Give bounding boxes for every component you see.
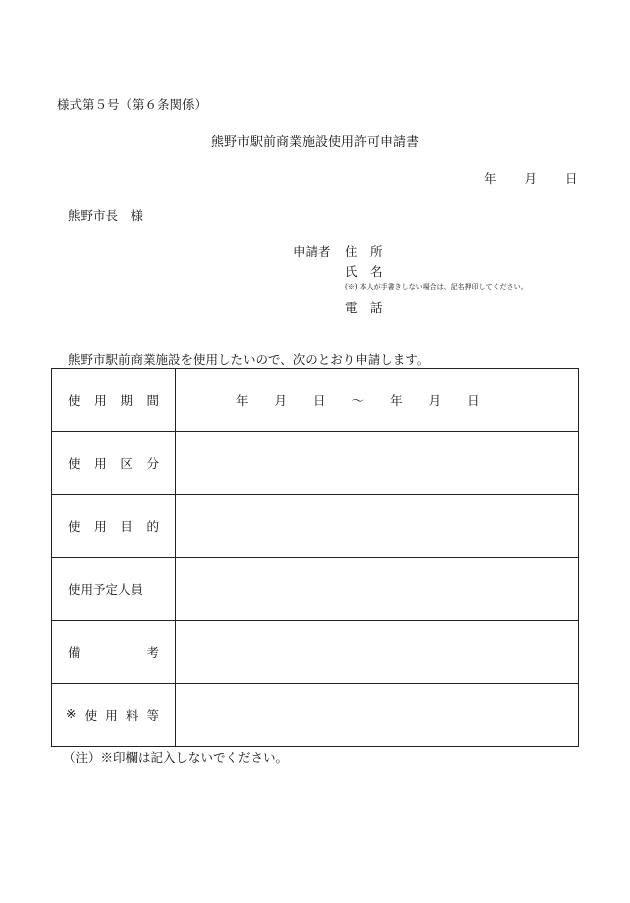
usage-purpose-value[interactable]	[176, 495, 579, 558]
usage-category-value[interactable]	[176, 432, 579, 495]
remarks-value[interactable]	[176, 621, 579, 684]
date-month-label: 月	[524, 171, 538, 186]
signature-note: (※) 本人が手書きしない場合は、記名押印してください。	[345, 283, 528, 291]
address-label: 住 所	[345, 244, 383, 259]
date-line	[484, 169, 578, 187]
period-start-month: 月	[274, 393, 288, 408]
period-end-year: 年	[390, 393, 403, 408]
table-row	[52, 432, 579, 495]
date-day-label: 日	[565, 171, 578, 186]
period-start-year: 年	[236, 393, 249, 408]
table-row	[52, 558, 579, 621]
period-end-day: 日	[467, 393, 480, 408]
table-row	[52, 495, 579, 558]
row-label-expected-attendees: 使用予定人員	[52, 558, 176, 621]
period-end-month: 月	[428, 393, 442, 408]
table-row	[52, 369, 579, 432]
usage-table	[51, 368, 579, 747]
row-label-usage-category: 使 用 区 分	[52, 432, 176, 495]
addressee: 熊野市長 様	[68, 208, 144, 223]
table-row	[52, 621, 579, 684]
row-label-remarks: 備 考	[52, 621, 176, 684]
applicant-label: 申請者	[293, 244, 331, 259]
table-row	[52, 684, 579, 747]
usage-period-value[interactable]	[176, 369, 579, 432]
document-title: 熊野市駅前商業施設使用許可申請書	[210, 135, 419, 150]
form-number: 様式第５号（第６条関係）	[57, 97, 208, 112]
intro-text: 熊野市駅前商業施設を使用したいので、次のとおり申請します。	[68, 352, 430, 367]
usage-fee-value	[176, 684, 579, 747]
period-tilde: 〜	[351, 393, 365, 408]
phone-label: 電 話	[345, 300, 383, 315]
expected-attendees-value[interactable]	[176, 558, 579, 621]
period-start-day: 日	[313, 393, 326, 408]
date-year-label: 年	[484, 171, 497, 186]
footnote: （注）※印欄は記入しないでください。	[63, 750, 289, 765]
row-label-usage-purpose: 使 用 目 的	[52, 495, 176, 558]
row-label-usage-period: 使 用 期 間	[52, 369, 176, 432]
name-label: 氏 名	[345, 264, 383, 279]
row-label-usage-fee: ※ 使 用 料 等	[52, 684, 176, 747]
